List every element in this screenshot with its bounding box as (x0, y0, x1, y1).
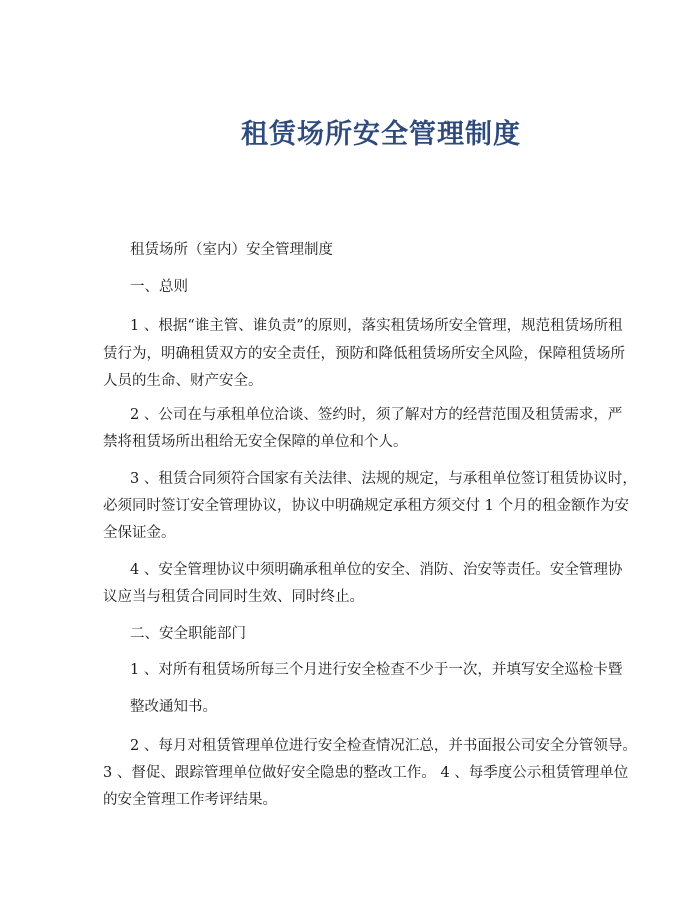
paragraph-line: 3 、督促、跟踪管理单位做好安全隐患的整改工作。 4 、每季度公示租赁管理单位 (103, 765, 629, 781)
paragraph-line: 全保证金。 (103, 525, 176, 541)
paragraph-line: 整改通知书。 (130, 699, 217, 715)
paragraph-line: 2 、公司在与承租单位洽谈、签约时，须了解对方的经营范围及租赁需求，严 (130, 407, 623, 423)
paragraph-line: 3 、租赁合同须符合国家有关法律、法规的规定，与承租单位签订租赁协议时， (130, 471, 637, 487)
section-heading-general: 一、总则 (130, 279, 188, 295)
paragraph-line: 2 、每月对租赁管理单位进行安全检查情况汇总，并书面报公司安全分管领导。 (130, 738, 637, 754)
paragraph-line: 4 、安全管理协议中须明确承租单位的安全、消防、治安等责任。安全管理协 (130, 562, 623, 578)
paragraph-line: 1 、对所有租赁场所每三个月进行安全检查不少于一次，并填写安全巡检卡暨 (130, 662, 623, 678)
paragraph-line: 必须同时签订安全管理协议，协议中明确规定承租方须交付 1 个月的租金额作为安 (103, 498, 629, 514)
paragraph-line: 赁行为，明确租赁双方的安全责任，预防和降低租赁场所安全风险，保障租赁场所 (103, 346, 625, 362)
document-title: 租赁场所安全管理制度 (241, 119, 521, 150)
section-heading-safety-dept: 二、安全职能部门 (130, 626, 246, 642)
paragraph-line: 禁将租赁场所出租给无安全保障的单位和个人。 (103, 434, 408, 450)
paragraph-line: 人员的生命、财产安全。 (103, 373, 263, 389)
paragraph-line: 议应当与租赁合同同时生效、同时终止。 (103, 589, 364, 605)
paragraph-line: 1 、根据“谁主管、谁负责”的原则，落实租赁场所安全管理，规范租赁场所租 (130, 318, 623, 334)
paragraph-line: 的安全管理工作考评结果。 (103, 792, 277, 808)
document-subtitle: 租赁场所（室内）安全管理制度 (130, 242, 333, 258)
